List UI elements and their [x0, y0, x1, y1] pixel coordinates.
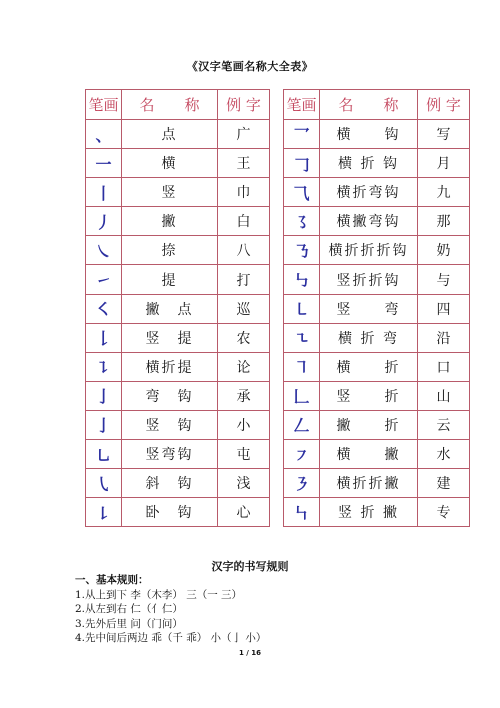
stroke-glyph: ㇙ — [86, 498, 122, 527]
example-char: 巡 — [218, 294, 270, 323]
stroke-glyph: ㇄ — [284, 294, 320, 323]
stroke-glyph: ㇏ — [86, 236, 122, 265]
stroke-name: 竖 提 — [122, 323, 218, 352]
stroke-name: 竖 弯 — [320, 294, 418, 323]
stroke-name: 斜 钩 — [122, 469, 218, 498]
table-gap-cell — [270, 120, 284, 149]
example-char: 那 — [418, 207, 470, 236]
example-char: 沿 — [418, 323, 470, 352]
table-row — [86, 410, 470, 439]
table-row — [86, 149, 470, 178]
stroke-names-table — [85, 89, 469, 527]
example-char: 水 — [418, 440, 470, 469]
example-char: 承 — [218, 381, 270, 410]
example-char: 浅 — [218, 469, 270, 498]
stroke-glyph: 亅 — [86, 410, 122, 439]
stroke-name: 横折弯钩 — [320, 178, 418, 207]
stroke-glyph: ㇍ — [284, 323, 320, 352]
stroke-glyph: 亅 — [86, 381, 122, 410]
table-gap-cell — [270, 90, 284, 120]
stroke-name: 竖 折 撇 — [320, 498, 418, 527]
table-header-row — [86, 90, 470, 120]
example-char: 农 — [218, 323, 270, 352]
example-char: 打 — [218, 265, 270, 294]
example-char: 巾 — [218, 178, 270, 207]
table-row — [86, 352, 470, 381]
stroke-name: 横 折 弯 — [320, 323, 418, 352]
rule-item: 2.从左到右 仁（亻仁） — [75, 603, 183, 615]
stroke-glyph: ㇟ — [86, 440, 122, 469]
stroke-name: 横 折 钩 — [320, 149, 418, 178]
example-char: 建 — [418, 469, 470, 498]
table-row — [86, 469, 470, 498]
example-char: 四 — [418, 294, 470, 323]
table-gap-cell — [270, 149, 284, 178]
example-char: 云 — [418, 410, 470, 439]
table-gap-cell — [270, 352, 284, 381]
stroke-glyph: ㇋ — [284, 469, 320, 498]
stroke-glyph: ㇛ — [86, 294, 122, 323]
stroke-name: 横 折 — [320, 352, 418, 381]
stroke-glyph: ㇂ — [86, 469, 122, 498]
stroke-name: 捺 — [122, 236, 218, 265]
example-char: 白 — [218, 207, 270, 236]
rule-item: 3.先外后里 问（门问） — [75, 617, 183, 630]
stroke-name: 撇 — [122, 207, 218, 236]
example-char: 王 — [218, 149, 270, 178]
stroke-name: 撇 点 — [122, 294, 218, 323]
example-char: 与 — [418, 265, 470, 294]
stroke-glyph: 丨 — [86, 178, 122, 207]
table-gap-cell — [270, 236, 284, 265]
column-header: 例 字 — [418, 90, 470, 120]
column-header: 名 称 — [320, 90, 418, 120]
example-char: 八 — [218, 236, 270, 265]
section-title: 汉字的书写规则 — [211, 560, 289, 573]
example-char: 写 — [418, 120, 470, 149]
table-gap-cell — [270, 410, 284, 439]
table-row — [86, 120, 470, 149]
table-gap-cell — [270, 294, 284, 323]
table-row — [86, 265, 470, 294]
rule-item: 4.先中间后两边 乖（千 乖） 小（亅 小） — [75, 632, 267, 644]
table-row — [86, 236, 470, 265]
stroke-glyph: 乛 — [284, 120, 320, 149]
stroke-glyph: 、 — [86, 120, 122, 149]
table-row — [86, 207, 470, 236]
stroke-glyph: ㇡ — [284, 236, 320, 265]
table-row — [86, 323, 470, 352]
table-row — [86, 381, 470, 410]
writing-rules — [75, 573, 475, 646]
example-char: 论 — [218, 352, 270, 381]
table-gap-cell — [270, 381, 284, 410]
example-char: 广 — [218, 120, 270, 149]
example-char: 奶 — [418, 236, 470, 265]
stroke-glyph: ⺄ — [284, 178, 320, 207]
table-row — [86, 178, 470, 207]
table-gap-cell — [270, 440, 284, 469]
stroke-glyph: 𠄌 — [86, 323, 122, 352]
stroke-name: 提 — [122, 265, 218, 294]
example-char: 口 — [418, 352, 470, 381]
table-row — [86, 440, 470, 469]
table-gap-cell — [270, 498, 284, 527]
example-char: 屯 — [218, 440, 270, 469]
stroke-name: 卧 钩 — [122, 498, 218, 527]
stroke-name: 撇 折 — [320, 410, 418, 439]
stroke-name: 横 撇 — [320, 440, 418, 469]
example-char: 心 — [218, 498, 270, 527]
stroke-glyph: 一 — [86, 149, 122, 178]
stroke-glyph: 𠃌 — [284, 149, 320, 178]
table-row — [86, 498, 470, 527]
example-char: 山 — [418, 381, 470, 410]
stroke-name: 横折折撇 — [320, 469, 418, 498]
table-gap-cell — [270, 323, 284, 352]
stroke-name: 竖折折钩 — [320, 265, 418, 294]
table-gap-cell — [270, 207, 284, 236]
stroke-glyph: 丿 — [86, 207, 122, 236]
stroke-glyph: ㇉ — [284, 265, 320, 294]
stroke-name: 横 钩 — [320, 120, 418, 149]
stroke-glyph: ㇀ — [86, 265, 122, 294]
table-gap-cell — [270, 469, 284, 498]
stroke-name: 点 — [122, 120, 218, 149]
stroke-glyph: ㇕ — [284, 352, 320, 381]
example-char: 专 — [418, 498, 470, 527]
stroke-glyph: ㇇ — [284, 440, 320, 469]
rule-item: 1.从上到下 李（木李） 三（一 三） — [75, 588, 243, 601]
page-number: 1 / 16 — [238, 649, 262, 657]
example-char: 月 — [418, 149, 470, 178]
stroke-glyph: ㇞ — [284, 498, 320, 527]
stroke-name: 横折提 — [122, 352, 218, 381]
stroke-name: 竖弯钩 — [122, 440, 218, 469]
column-header: 例 字 — [218, 90, 270, 120]
column-header: 笔画 — [86, 90, 122, 120]
stroke-name: 竖 — [122, 178, 218, 207]
example-char: 小 — [218, 410, 270, 439]
stroke-name: 弯 钩 — [122, 381, 218, 410]
example-char: 九 — [418, 178, 470, 207]
table-gap-cell — [270, 265, 284, 294]
stroke-glyph: 𠃋 — [284, 410, 320, 439]
document-title: 《汉字笔画名称大全表》 — [186, 60, 314, 73]
stroke-glyph: ㇊ — [86, 352, 122, 381]
stroke-name: 横 — [122, 149, 218, 178]
table-row — [86, 294, 470, 323]
column-header: 名 称 — [122, 90, 218, 120]
stroke-name: 横折折折钩 — [320, 236, 418, 265]
stroke-glyph: ㇌ — [284, 207, 320, 236]
stroke-name: 竖 折 — [320, 381, 418, 410]
stroke-name: 横撇弯钩 — [320, 207, 418, 236]
stroke-glyph: 𠃊 — [284, 381, 320, 410]
column-header: 笔画 — [284, 90, 320, 120]
table-gap-cell — [270, 178, 284, 207]
rules-heading: 一、基本规则： — [75, 574, 149, 586]
stroke-name: 竖 钩 — [122, 410, 218, 439]
